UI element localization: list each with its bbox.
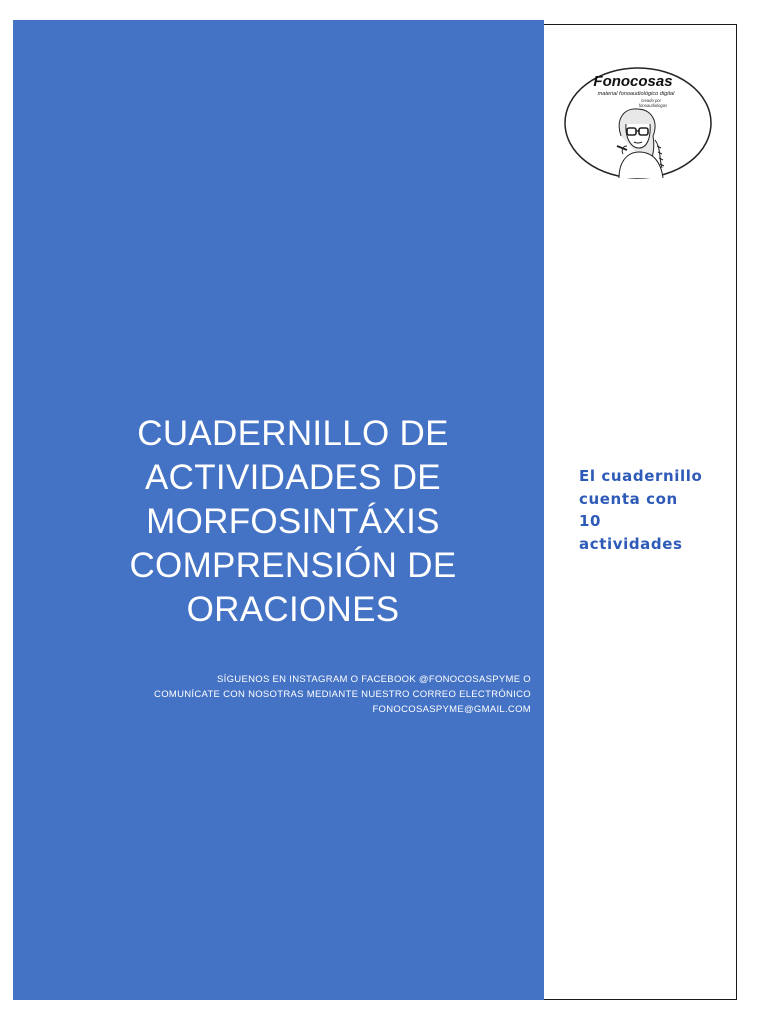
- logo-brand: Fonocosas: [593, 73, 673, 90]
- contact-line: FONOCOSASPYME@GMAIL.COM: [372, 704, 531, 715]
- title-line: ACTIVIDADES DE: [145, 458, 441, 497]
- title-line: MORFOSINTÁXIS: [146, 502, 440, 541]
- title-line: COMPRENSIÓN DE: [129, 546, 457, 585]
- contact-line: COMUNÍCATE CON NOSOTRAS MEDIANTE NUESTRO CORREO ELECTRÓNICO: [154, 689, 531, 700]
- logo-tagline: material fonoaudiológico digital: [597, 91, 675, 97]
- contact-line: SÍGUENOS EN INSTAGRAM O FACEBOOK @FONOCOSASPYME O: [217, 674, 531, 685]
- contact-info: [83, 672, 531, 717]
- cover-title: [73, 412, 513, 632]
- note-line: actividades: [579, 534, 683, 553]
- logo-credit: creado por: [640, 98, 662, 103]
- note-line: cuenta con: [579, 489, 678, 508]
- activity-count-note: [579, 465, 739, 555]
- cover-panel: [13, 20, 544, 1000]
- logo-credit: fonoaudiologas: [638, 103, 668, 108]
- title-line: CUADERNILLO DE: [137, 414, 449, 453]
- note-line: El cuadernillo: [579, 467, 703, 485]
- title-line: ORACIONES: [186, 590, 400, 629]
- fonocosas-logo: [563, 66, 713, 180]
- note-line: 10: [579, 512, 602, 530]
